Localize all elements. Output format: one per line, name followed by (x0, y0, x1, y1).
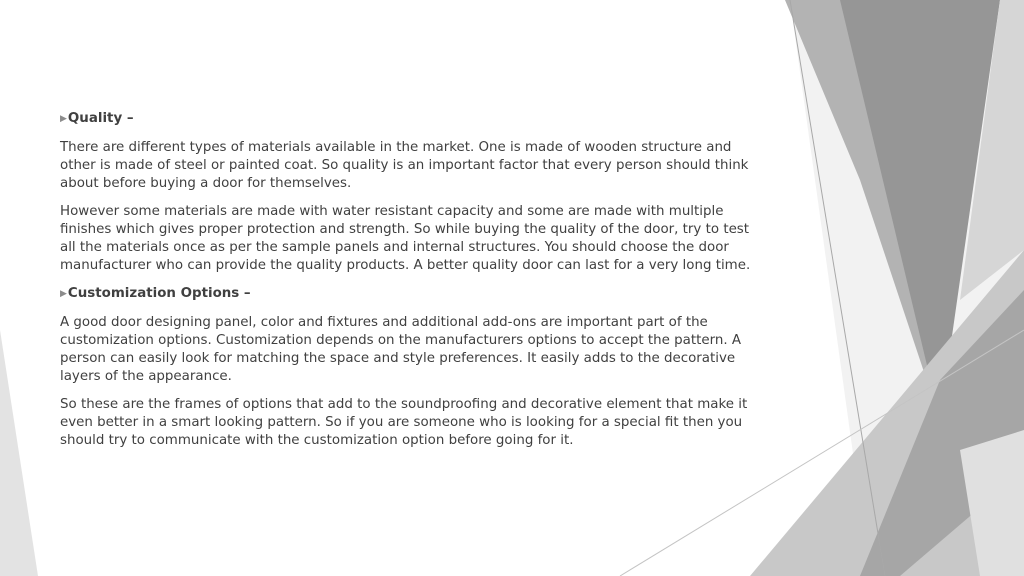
section-heading-customization (60, 285, 760, 303)
bullet-arrow-icon: ▶ (60, 289, 67, 299)
bullet-arrow-icon: ▶ (60, 114, 67, 124)
section-heading-quality (60, 110, 760, 128)
paragraph: A good door designing panel, color and fixtures and additional add-ons are important part of the customization options. Customization depends on the manufacturers options to accept the pattern. A person can easily look for matching the space and style preferences. It easily adds to the decorative layers of the appearance. (60, 315, 742, 384)
section-customization (60, 285, 760, 450)
paragraph: So these are the frames of options that add to the soundproofing and decorative element that make it even better in a smart looking pattern. So if you are someone who is looking for a special fit then you should try to communicate with the customization option before going for it. (60, 397, 748, 448)
section-heading-text: Customization Options – (67, 286, 251, 301)
left-edge-triangle (0, 330, 38, 576)
paragraph: However some materials are made with water resistant capacity and some are made with multiple finishes which gives proper protection and strength. So while buying the quality of the door, try to test all the materials once as per the sample panels and internal structures. You should choose the door manufacturer who can provide the quality products. A better quality door can last for a very long time. (60, 204, 751, 273)
section-heading-text: Quality – (67, 111, 134, 126)
slide-content (60, 110, 760, 460)
paragraph: There are different types of materials available in the market. One is made of wooden structure and other is made of steel or painted coat. So quality is an important factor that every person should think about before buying a door for themselves. (60, 140, 749, 191)
section-quality (60, 110, 760, 275)
